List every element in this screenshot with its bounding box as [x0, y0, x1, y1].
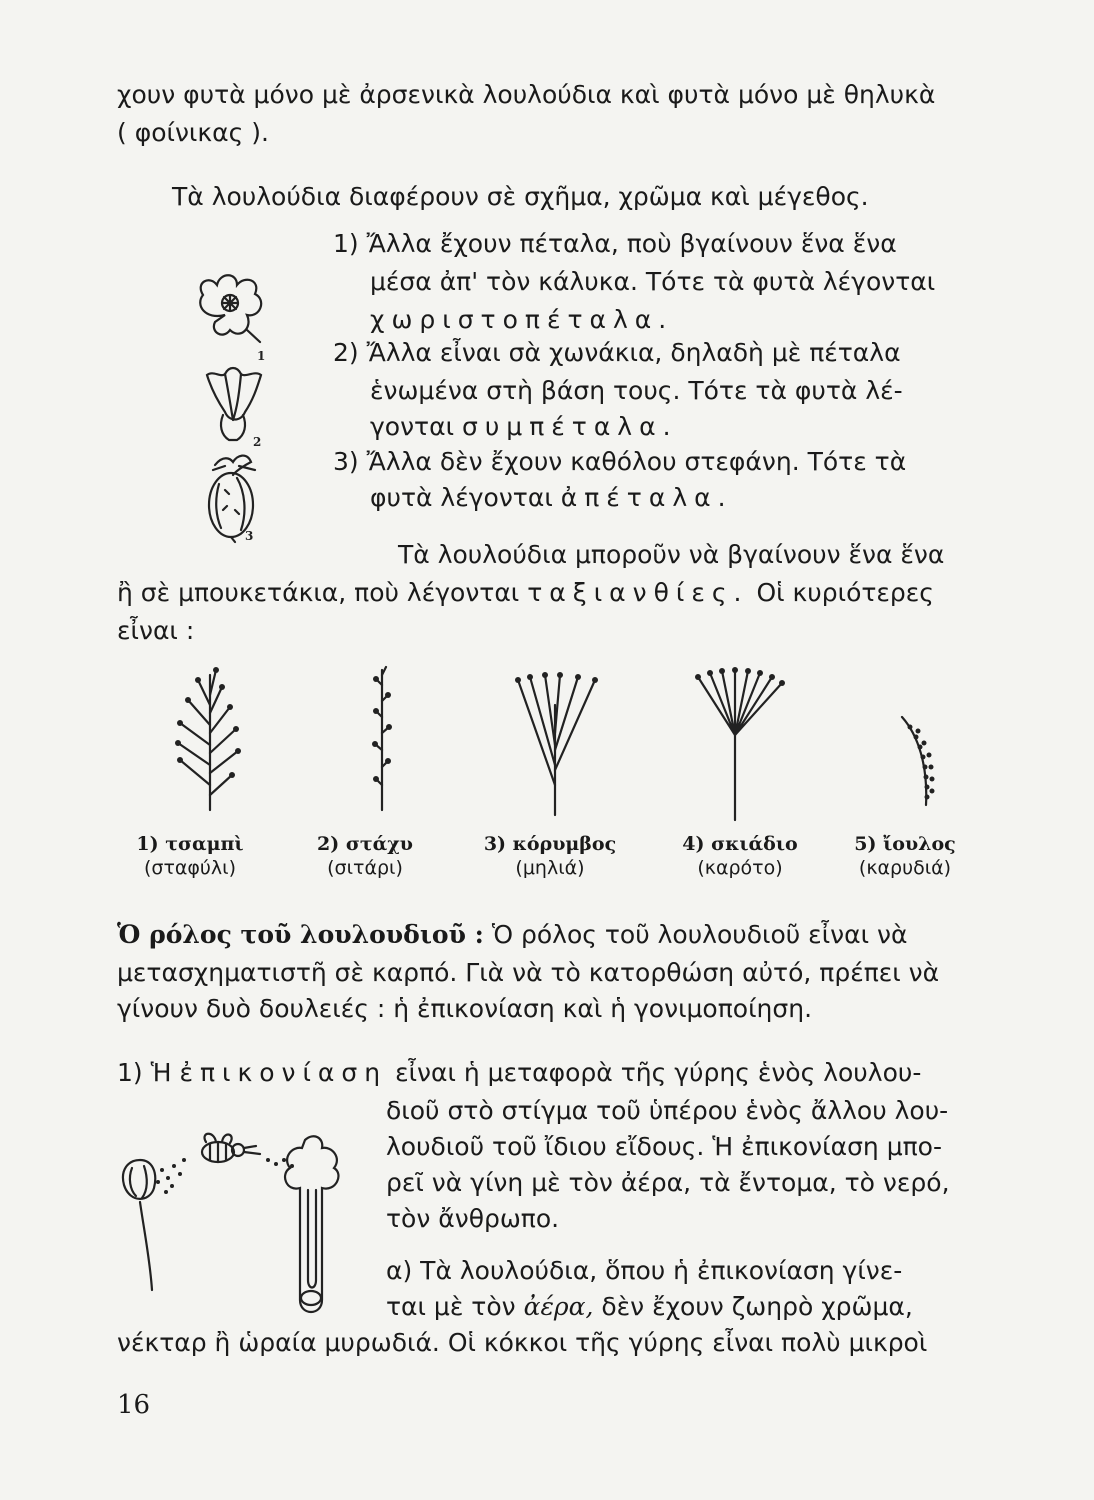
stamen-icon [123, 1160, 155, 1290]
intro-line-1: χουν φυτὰ μόνο μὲ ἀρσενικὰ λουλούδια καὶ φυτὰ μόνο μὲ θηλυκὰ [117, 80, 936, 109]
role-line-3: γίνουν δυὸ δουλειές : ἡ ἐπικονίαση καὶ ἡ γονιμοποίηση. [117, 994, 813, 1023]
inflo-name-catkin: 5) ἴουλος [854, 833, 956, 855]
wind-line-1: α) Τὰ λουλούδια, ὅπου ἡ ἐπικονίαση γίνε- [386, 1256, 903, 1285]
inflo-name-raceme: 1) τσαμπὶ [136, 833, 244, 855]
inflo-example-catkin: (καρυδιά) [858, 857, 952, 879]
wind-line-3: νέκταρ ἢ ὡραία μυρωδιά. Οἱ κόκκοι τῆς γύρης εἶναι πολὺ μικροὶ [117, 1328, 928, 1357]
joined-petals-flower-icon [207, 368, 261, 440]
separate-petals-flower-icon [200, 275, 261, 342]
type2-term: συμπέταλα. [462, 412, 678, 441]
type3-line-2 [370, 483, 733, 513]
role-line-2: μετασχηματιστῆ σὲ καρπό. Γιὰ νὰ τὸ κατορθώση αὐτό, πρέπει νὰ [117, 958, 940, 987]
type2-line-1: 2) Ἄλλα εἶναι σὰ χωνάκια, δηλαδὴ μὲ πέταλα [333, 338, 901, 367]
pollination-num: 1) Ἡ [117, 1058, 172, 1087]
inflo-name-corymb: 3) κόρυμβος [483, 833, 617, 855]
intro-line-2: ( φοίνικας ). [117, 118, 269, 147]
inflo-line-2-pre: ἢ σὲ μπουκετάκια, ποὺ λέγονται [117, 578, 520, 607]
pistil-icon [285, 1136, 338, 1312]
pollination-line-5: τὸν ἄνθρωπο. [386, 1204, 560, 1233]
pollination-line-4: ρεῖ νὰ γίνη μὲ τὸν ἀέρα, τὰ ἔντομα, τὸ νερό, [386, 1168, 950, 1197]
flower-label-2: 2 [253, 435, 262, 449]
catkin-icon [902, 717, 935, 805]
type1-term: χωριστοπέταλα. [370, 305, 674, 334]
type2-line-3-pre: γονται [370, 412, 455, 441]
type3-line-2-pre: φυτὰ λέγονται [370, 483, 553, 512]
wind-line-2 [386, 1292, 913, 1322]
pollination-illustration [110, 1130, 380, 1330]
inflo-example-umbel: (καρότο) [697, 857, 783, 879]
inflo-name-umbel: 4) σκιάδιο [682, 833, 798, 855]
inflo-example-corymb: (μηλιά) [515, 857, 585, 879]
pollination-term: ἐπικονίαση [179, 1058, 388, 1087]
inflo-example-spike: (σιτάρι) [327, 857, 403, 879]
inflo-caption-corymb [470, 832, 630, 880]
pollination-line-1-post: εἶναι ἡ μεταφορὰ τῆς γύρης ἑνὸς λουλου- [395, 1058, 922, 1087]
type3-term: ἀπέταλα. [560, 483, 733, 512]
bee-icon [202, 1134, 260, 1162]
page-number: 16 [117, 1390, 151, 1420]
role-heading: Ὁ ρόλος τοῦ λουλουδιοῦ : [117, 920, 484, 949]
type2-line-3 [370, 412, 678, 442]
pollination-line-2: διοῦ στὸ στίγμα τοῦ ὑπέρου ἑνὸς ἄλλου λου- [386, 1096, 949, 1125]
inflo-line-3: εἶναι : [117, 616, 195, 645]
flower-illustrations [185, 270, 285, 550]
spike-icon [372, 667, 392, 810]
umbel-icon [695, 667, 785, 820]
inflo-line-1: Τὰ λουλούδια μποροῦν νὰ βγαίνουν ἕνα ἕνα [398, 540, 945, 569]
shapes-intro: Τὰ λουλούδια διαφέρουν σὲ σχῆμα, χρῶμα καὶ μέγεθος. [172, 182, 869, 211]
type2-line-2: ἑνωμένα στὴ βάση τους. Τότε τὰ φυτὰ λέ- [370, 376, 903, 405]
inflo-caption-raceme [120, 832, 260, 880]
flower-label-1: 1 [257, 349, 266, 363]
wind-term: ἀέρα, [523, 1292, 594, 1321]
corymb-icon [515, 672, 598, 815]
inflo-term: ταξιανθίες. [527, 578, 749, 607]
type3-line-1: 3) Ἄλλα δὲν ἔχουν καθόλου στεφάνη. Τότε τὰ [333, 447, 907, 476]
wind-line-2-pre: ται μὲ τὸν [386, 1292, 516, 1321]
pollen-dots-icon [156, 1158, 294, 1194]
role-line-1-post: Ὁ ρόλος τοῦ λουλουδιοῦ εἶναι νὰ [491, 920, 908, 949]
inflo-line-2 [117, 578, 934, 608]
inflo-name-spike: 2) στάχυ [317, 833, 413, 855]
pollination-line-1 [117, 1058, 921, 1088]
raceme-icon [175, 667, 241, 810]
inflo-caption-umbel [665, 832, 815, 880]
inflorescence-illustrations [150, 655, 970, 825]
pollination-line-3: λουδιοῦ τοῦ ἴδιου εἴδους. Ἡ ἐπικονίαση μπο- [386, 1132, 942, 1161]
inflo-caption-catkin [840, 832, 970, 880]
type1-line-1: 1) Ἄλλα ἔχουν πέταλα, ποὺ βγαίνουν ἕνα ἕνα [333, 229, 897, 258]
role-line-1 [117, 920, 907, 950]
inflo-line-2-post: Οἱ κυριότερες [756, 578, 934, 607]
type1-line-2: μέσα ἀπ' τὸν κάλυκα. Τότε τὰ φυτὰ λέγονται [370, 267, 936, 296]
inflo-example-raceme: (σταφύλι) [143, 857, 237, 879]
wind-line-2-post: δὲν ἔχουν ζωηρὸ χρῶμα, [601, 1292, 913, 1321]
inflo-caption-spike [300, 832, 430, 880]
flower-label-3: 3 [245, 529, 254, 543]
